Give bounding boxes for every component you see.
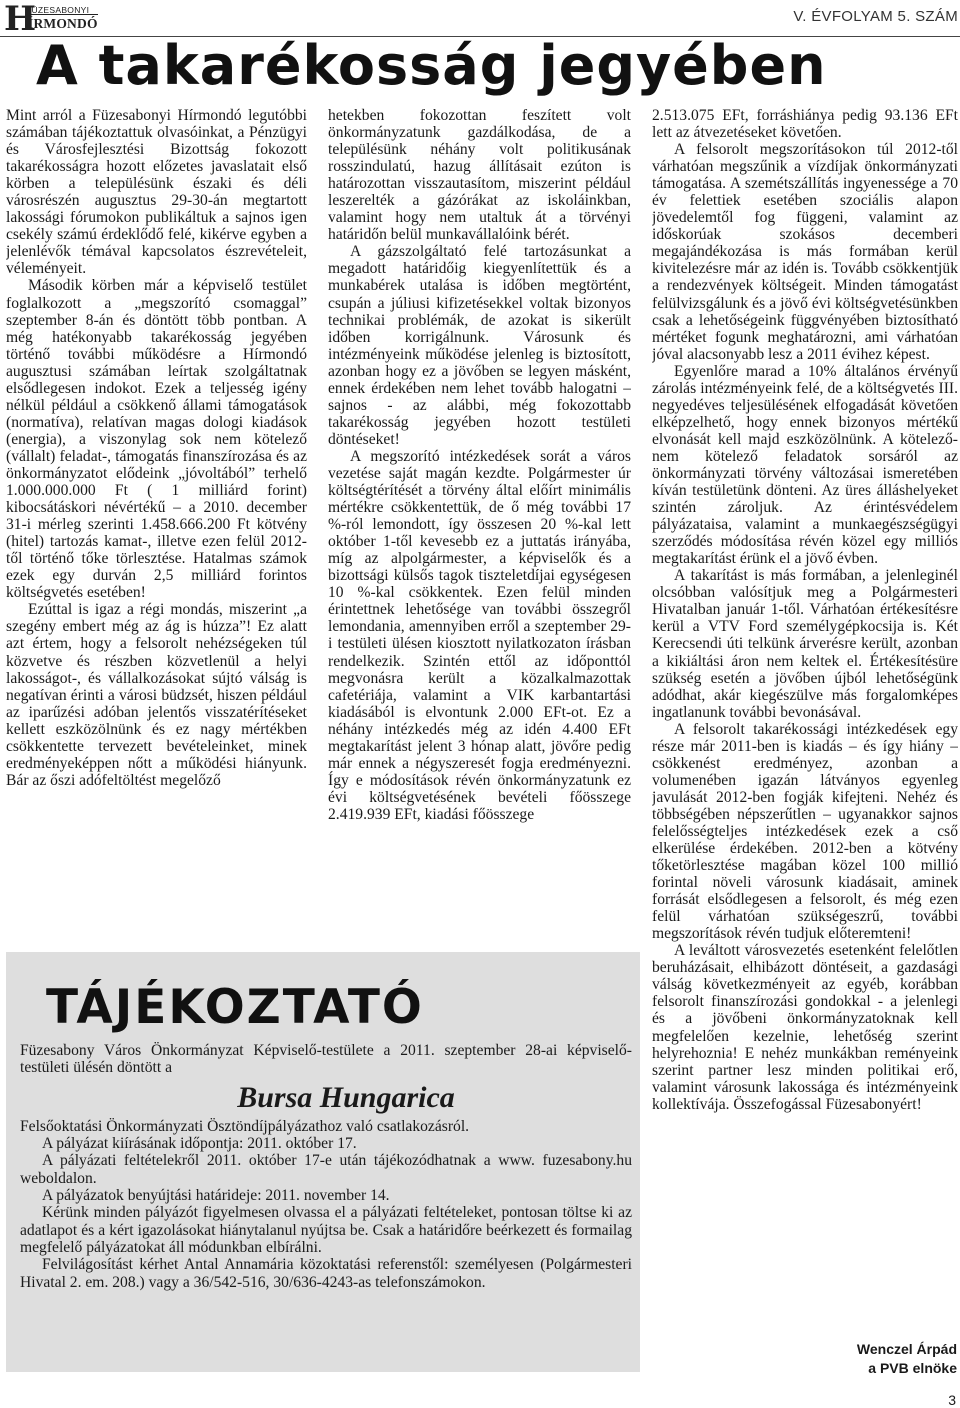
notice-intro: Füzesabony Város Önkormányzat Képviselő-testülete a 2011. szeptember 28-ai képviselő-testületi ülésén döntött a [20,1042,632,1077]
author-signature [857,1340,957,1378]
paragraph: A felsorolt megszorításokon túl 2012-től várhatóan megszűnik a vízdíjak önkormányzati támogatása. A szemétszállítás ingyenessége a 70 év felettiek esetében szociális alapon jövedelemtől fog függeni, valamint az időskorúak szokásos decemberi megajándékozása is más formában kerül kivitelezésre már az idén is. Tovább csökkentjük a rendezvények költségeit. Minden támogatást felülvizsgálunk és a jövő évi költségvetésünkben csak a lehetőségeink függvényében biztosítható mértéket fogunk meghatározni, ami várhatóan jóval alacsonyabb lesz a 2011 évihez képest. [652,141,958,363]
article-column-1 [6,107,307,947]
logo-bottom-text: ÍRMONDÓ [28,16,98,31]
notice-title: TÁJÉKOZTATÓ [46,980,424,1035]
paragraph: Második körben már a képviselő testület foglalkozott a „megszorító csomaggal” szeptember 8-án és döntött több pontban. A még hatékonyabb takarékosság jegyében történő további működésre a Hírmondó augusztusi számában leírtak szolgáltatnak elsődlegesen indokot. Ezek a teljesség igény nélkül például a csökkenő állami támogatások (normatíva), relatívan magas dologi kiadások (energia), a viszonylag sok nem kötelező (vállalt) feladat-, támogatás finanszírozása és az önkormányzatot elődeink „jóvoltából” terhelő 1.000.000.000 Ft ( 1 milliárd forint) kibocsátáskori névértékű – a 2010. december 31-i mérleg szerinti 1.458.666.200 Ft kötvény (hitel) tartozás kamat-, illetve ezen felül 2012-től történő tőke törlesztése. Hatalmas számok ezek egy durván 2,5 milliárd forintos költségvetés esetében! [6,277,307,602]
newspaper-logo [4,0,100,39]
paragraph: Egyenlőre marad a 10% általános érvényű zárolás intézményeink felé, de a költségvetés III. negyedéves teljesülésének elfogadását követően elképzelhető, hogy ennek bizonyos mértékű elvonását kell majd eszközölnünk. A kötelező-nem kötelező feladatok sorsáról az önkormányzati törvény változásai ismeretében kíván testületünk dönteni. Az üres álláshelyeket szintén zároljuk. Az érintésvédelem pályázataisa, valamint a munkaegészségügyi szerződés módosítása révén közel egy milliós megtakarítást érünk el a jövő évben. [652,362,958,568]
paragraph: A megszorító intézkedések sorát a város vezetése saját magán kezdte. Polgármester úr költségtérítését a törvény által előírt minimális mértékre csökkentettük, de ő még további 17 %-ról lemondott, így összesen 20 %-kal lett október 1-től kevesebb ez a juttatás irányába, míg az alpolgármester, a képviselők és a bizottsági külsős tagok tiszteletdíjai egységesen 10 %-kal csökkentek. Ezen felül minden érintettnek lehetősége van további összegről lemondania, amennyiben erről a szeptember 29-i testületi ülésen kiosztott nyilatkozaton írásban rendelkezik. Szintén ettől az időponttól megvonásra került a közalkalmazottak cafetériája, valamint a VIK karbantartási kiadásából is elvontunk 2.000 EFt-ot. Ez a néhány intézkedés még az idén 4.400 EFt megtakarítást jelent 3 hónap alatt, jövőre pedig már ennek a négyszeresét fogja eredményezni. Így e módosítások révén önkormányzatunk ez évi költségvetésének bevételi főösszege 2.419.939 EFt, kiadási főösszege [328,447,631,823]
notice-line: A pályázat kiírásának időpontja: 2011. október 17. [42,1135,357,1153]
logo-rule [26,14,98,15]
author-name: Wenczel Árpád [856,1341,957,1357]
paragraph: A gázszolgáltató felé tartozásunkat a megadott határidőig kiegyenlítettük és a munkabérek utalása is időben megtörtént, csupán a júliusi kifizetésekkel voltak bizonyos technikai problémák, de azokat is sikerült időben korrigálnunk. Városunk és intézményeink működése jelenleg is biztosított, azonban hogy ez a jövőben se legyen másként, ennek érdekében nem lehet tovább halogatni – sajnos - az alábbi, még fokozottabb takarékosság jegyében hozott testületi döntéseket! [328,243,631,448]
notice-line: Felvilágosítást kérhet Antal Annamária közoktatási referenstől: személyesen (Polgármesteri Hivatal 2. em. 208.) vagy a 36/542-516, 30/636-4243-as telefonszámokon. [20,1256,632,1291]
notice-line: Kérünk minden pályázót figyelmesen olvassa el a pályázati feltételeket, pontosan töltse ki az adatlapot és a kért igazolásokat hiánytalanul nyújtsa be. Csak a határidőre beérkezett és formailag megfelelő pályázatokat áll módunkban elbírálni. [20,1204,632,1256]
article-column-3 [652,107,958,1347]
logo-letter: H [4,0,37,39]
notice-line: A pályázatok benyújtási határideje: 2011. november 14. [42,1187,390,1205]
notice-body [20,1042,632,1291]
volume-label: V. ÉVFOLYAM 5. SZÁM [793,8,958,25]
page-number: 3 [948,1392,956,1408]
paragraph: 2.513.075 EFt, forráshiánya pedig 93.136 EFt lett az átvezetéseket követően. [652,107,958,142]
notice-line: Felsőoktatási Önkormányzati Ösztöndíjpályázathoz való csatlakozásról. [20,1117,470,1135]
program-name: Bursa Hungarica [237,1080,455,1114]
author-title: a PVB elnöke [868,1360,957,1376]
article-column-2 [328,107,631,947]
paragraph: A takarítást is más formában, a jelenleginél olcsóbban valósítjuk meg a Polgármesteri Hivatalban január 1-től. Várhatóan értékesítésre kerül a VTV Ford személygépkocsija is. Két Kerecsendi úti telkünk árverésre került, azonban a kikiáltási áron nem keltek el. Értékesítésüre szükség esetén a jövőben újból lehetőségünk adódhat, akár kiegészülve más forgalomképes ingatlanunk további bevonásával. [652,567,958,721]
paragraph: hetekben fokozottan feszített volt önkormányzatunk gazdálkodása, de a településünk néhány volt politikusának rosszindulatú, hazug állításait ezúton is határozottan visszautasítom, miszerint például leszerelték a gázórákat az iskoláinkban, valamint hogy nem utaltuk át a törvényi határidőn belül munkavállalóink bérét. [328,107,631,244]
logo-top-text: FÜZESABONYI [26,5,90,15]
article-headline: A takarékosság jegyében [36,34,827,97]
paragraph: A felsorolt takarékossági intézkedések egy része már 2011-ben is kiadás – és így hiány – csökkenést eredményez, azonban a volumenében igazán látványos egyenleg javulását 2012-ben fogják kifejteni. Nehéz és többségében népszerűtlen – ugyanakkor sajnos felelősségteljes intézkedések ezek a cső elkerülése érdekében. 2012-ben a kötvény tőketörlesztése magában közel 100 millió forintal növeli városunk kiadásait, aminek forrását elsődlegesen a felsorolt, és még ezen felül várhatóan szükségeszrű, további megszorítások révén tudjuk előteremteni! [652,720,958,943]
paragraph: Ezúttal is igaz a régi mondás, miszerint „a szegény embert még az ág is húzza”! Ez alatt azt értem, hogy a felsorolt nehézségeken túl közvetve és részben közvetlenül a helyi lakosságot-, és vállalkozásokat sújtó válság is negatívan érinti a városi büdzsét, hiszen például az iparűzési adóban jelentős visszatérítéseket kellett eszközölnünk és ez nagy mértékben csökkentette tervezett bevételeinket, minek eredményeképpen nőtt a működési hiányunk. Bár az őszi adófeltöltést megelőző [6,601,307,789]
notice-box [6,952,640,1372]
paragraph: A leváltott városvezetés esetenként felelőtlen beruházásait, elhibázott döntéseit, a gazdasági válság következményeit az egyéb, korábban felsorolt finanszírozási gondokkal - a jelenlegi és a jövőbeni önkormányzatoknak kell megfelelően kezelnie, lehetőség szerint helyrehozniа! E nehéz munkákban reményeink szerint partner lesz minden politikai erő, valamint városunk lakossága és intézményeink kollektívája. Összefogással Füzesabonyért! [652,942,958,1113]
notice-line: A pályázati feltételekről 2011. október 17-e után tájékozódhatnak a www. fuzesabony.hu weboldalon. [20,1152,632,1187]
paragraph: Mint arról a Füzesabonyi Hírmondó legutóbbi számában tájékoztattuk olvasóinkat, a Pénzügyi és Városfejlesztési Bizottság fokozott takarékosságra hozott előzetes javaslatait első körben a településünk északi és déli városrészén augusztus 29-30-án megtartott lakossági fórumokon publikáltuk a sajnos igen csekély számú érdeklődő felé, kikérve egyben a jelenlévők témával kapcsolatos észrevételeit, véleményeit. [6,107,307,278]
